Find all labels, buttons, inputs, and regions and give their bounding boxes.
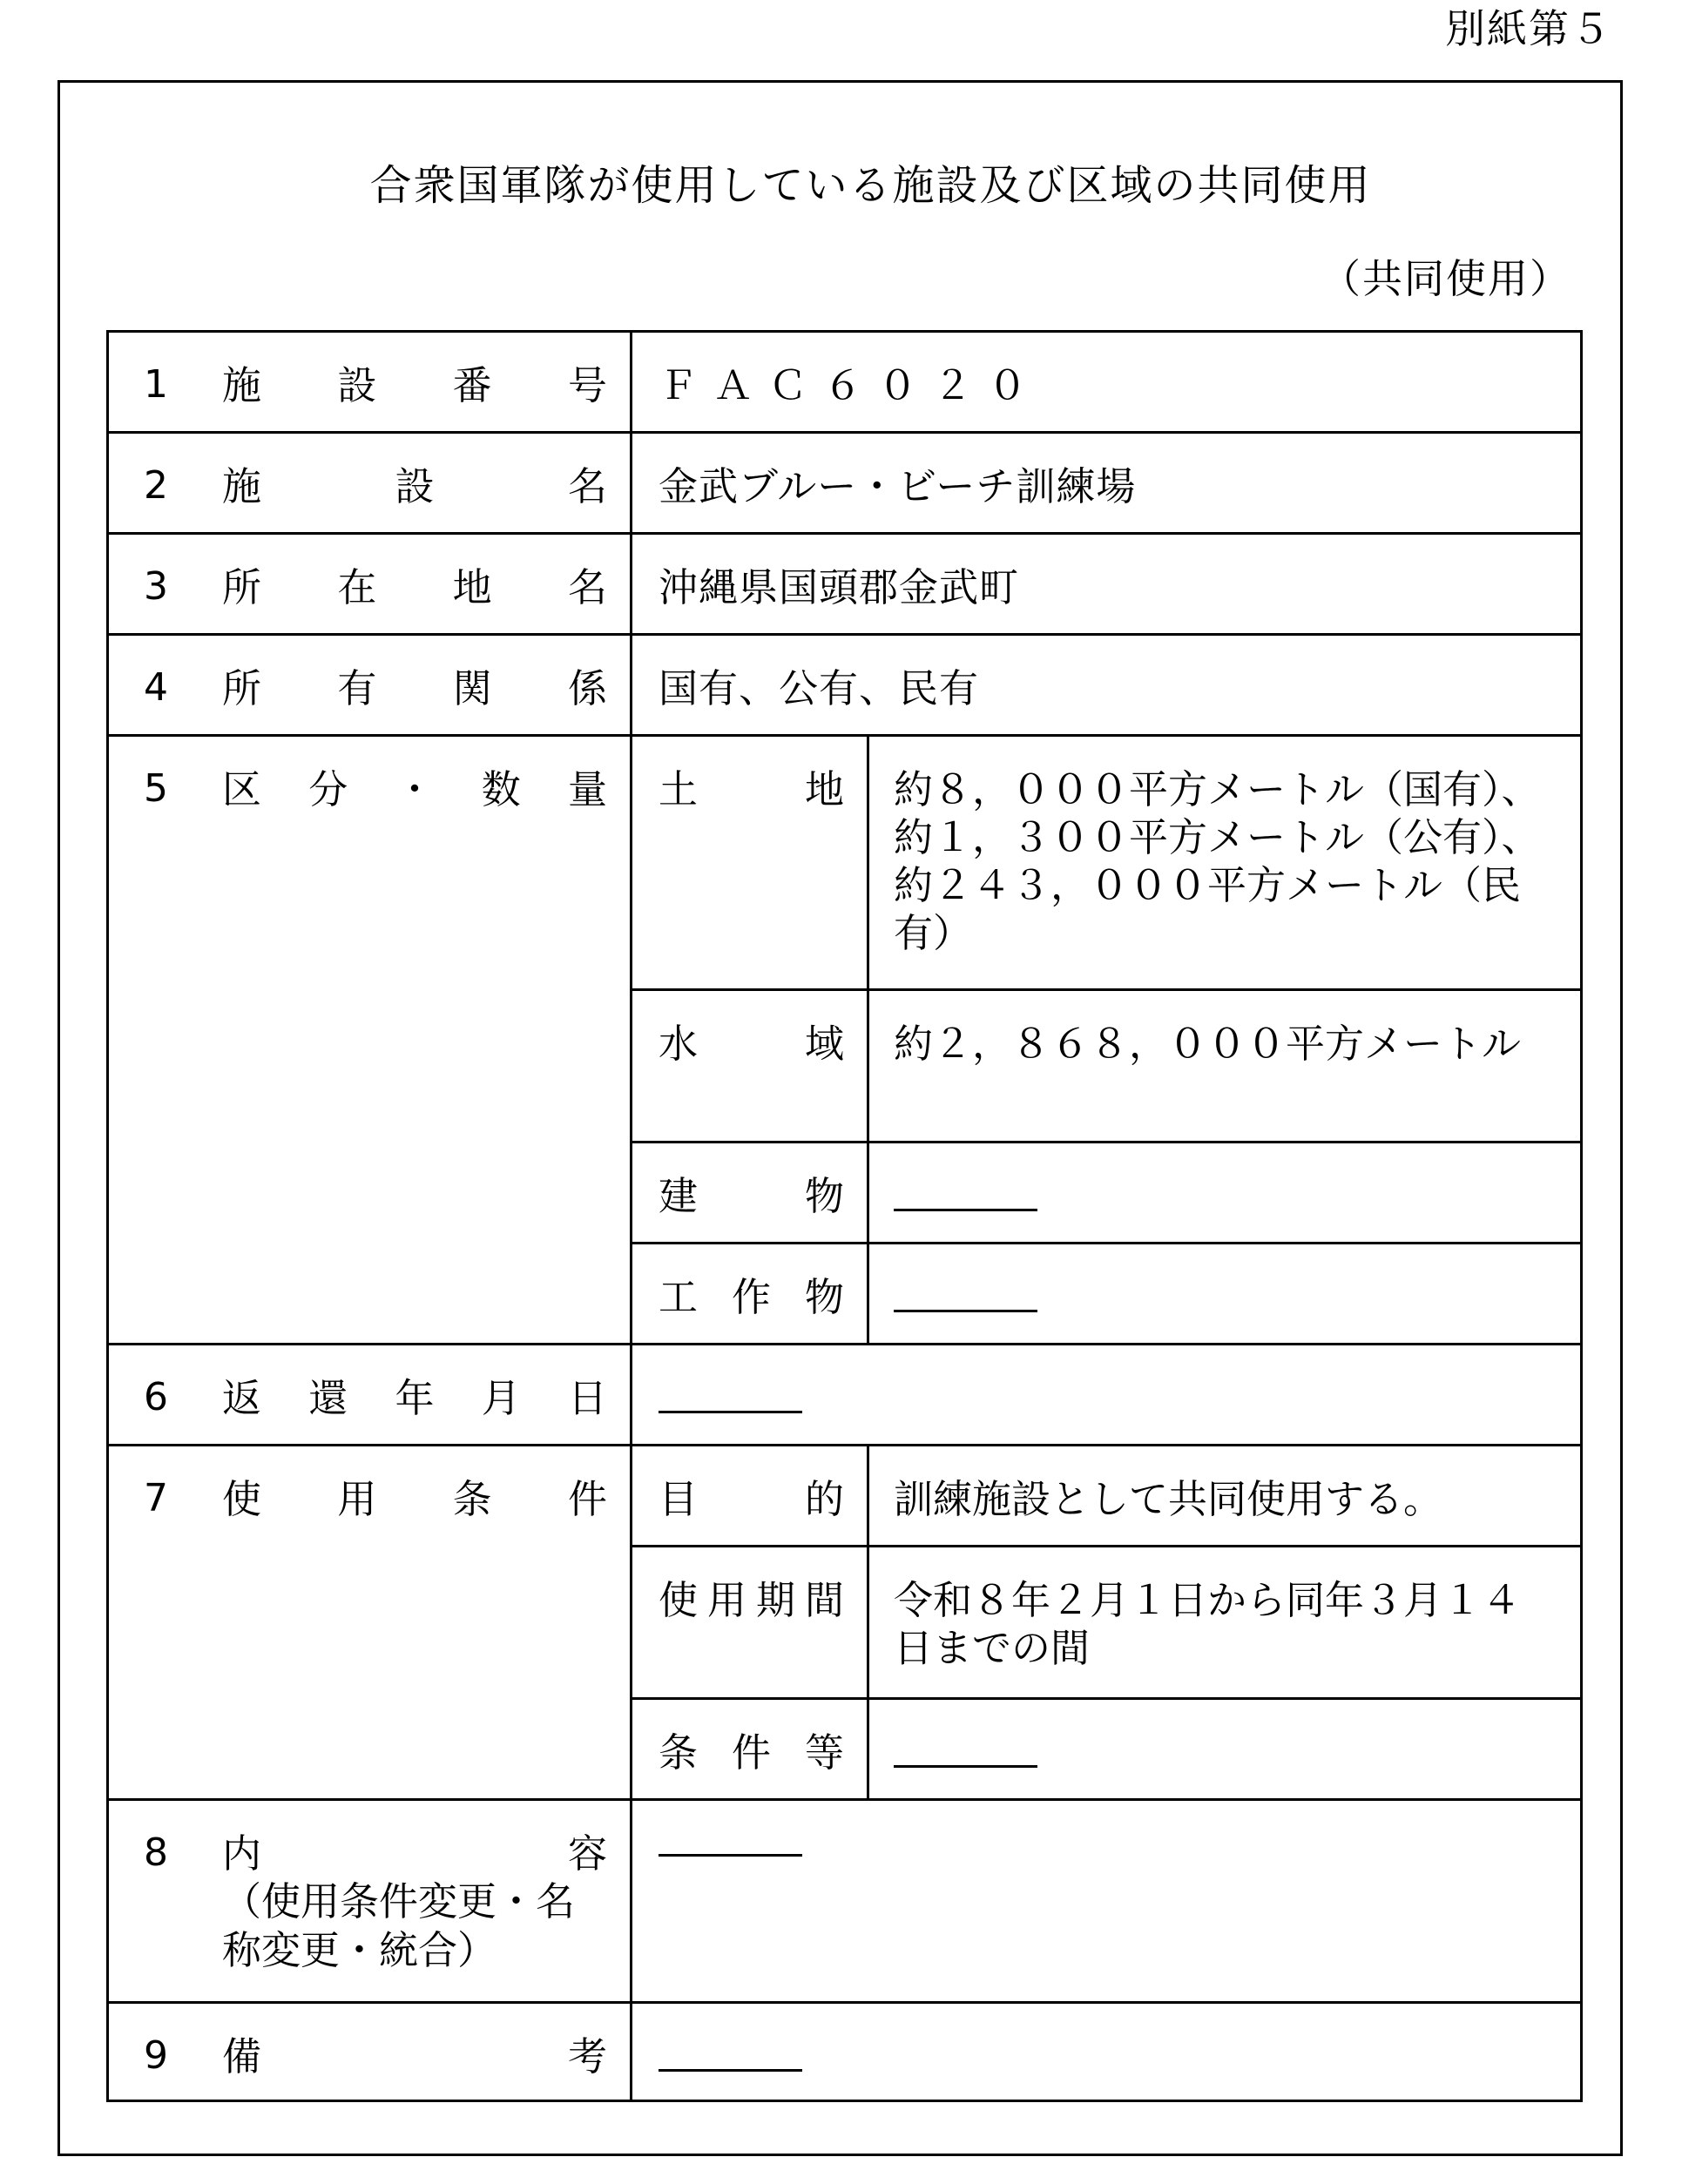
row-number: 9 [144, 2033, 168, 2078]
water-label: 水域 [659, 1021, 844, 1067]
row-number: 6 [144, 1375, 168, 1419]
row-number: 1 [144, 362, 168, 407]
remarks-label: 備考 [222, 2033, 607, 2080]
table-row-location [108, 534, 1582, 635]
row-number: 3 [144, 564, 168, 609]
empty-dash [659, 2069, 802, 2072]
facility-number-label: 施設番号 [222, 362, 607, 408]
content-label: 内容 [222, 1830, 607, 1877]
facility-info-table [106, 330, 1583, 2102]
document-title: 合衆国軍隊が使用している施設及び区域の共同使用 [369, 161, 1372, 210]
row-number: 4 [144, 665, 168, 710]
ownership-label: 所有関係 [222, 665, 607, 711]
table-row-remarks [108, 2003, 1582, 2101]
empty-dash [894, 1209, 1037, 1211]
row-number: 7 [144, 1476, 168, 1520]
document-frame [57, 80, 1623, 2156]
structure-label: 工作物 [659, 1274, 844, 1320]
usage-conditions-label: 使用条件 [222, 1476, 607, 1522]
empty-dash [659, 1411, 802, 1413]
category-quantity-label: 区分・数量 [222, 766, 607, 812]
facility-name-label: 施設名 [222, 463, 607, 509]
period-label: 使用期間 [659, 1577, 844, 1623]
purpose-value: 訓練施設として共同使用する。 [894, 1476, 1443, 1522]
conditions-label: 条件等 [659, 1729, 844, 1776]
purpose-label: 目的 [659, 1476, 844, 1522]
location-value: 沖縄県国頭郡金武町 [659, 564, 1020, 610]
table-row-facility-name [108, 433, 1582, 534]
row-number: 8 [144, 1830, 168, 1875]
empty-dash [894, 1310, 1037, 1312]
water-value: 約２，８６８，０００平方メートル [894, 1021, 1522, 1067]
empty-dash [659, 1854, 802, 1857]
row-number: 5 [144, 766, 168, 811]
location-label: 所在地名 [222, 564, 607, 610]
ownership-value: 国有、公有、民有 [659, 665, 980, 711]
return-date-label: 返還年月日 [222, 1375, 607, 1421]
annex-label: 別紙第５ [1445, 5, 1612, 52]
row-number: 2 [144, 463, 168, 508]
table-row-return-date [108, 1345, 1582, 1446]
land-label: 土地 [659, 766, 844, 812]
table-row-ownership [108, 635, 1582, 736]
content-sub-label: （使用条件変更・名称変更・統合） [222, 1878, 576, 1974]
facility-number-value: ＦＡＣ６０２０ [659, 362, 1044, 408]
table-row-content [108, 1800, 1582, 2003]
document-subtitle: （共同使用） [1321, 255, 1571, 302]
table-row-land [108, 736, 1582, 990]
period-value: 令和８年２月１日から同年３月１４日までの間 [894, 1577, 1522, 1671]
table-row-purpose [108, 1446, 1582, 1547]
empty-dash [894, 1765, 1037, 1768]
land-value: 約８，０００平方メートル（国有）、約１，３００平方メートル（公有）、約２４３，０００平方メートル（民有） [894, 766, 1541, 956]
table-row-facility-number [108, 332, 1582, 433]
facility-name-value: 金武ブルー・ビーチ訓練場 [659, 463, 1137, 509]
building-label: 建物 [659, 1173, 844, 1219]
